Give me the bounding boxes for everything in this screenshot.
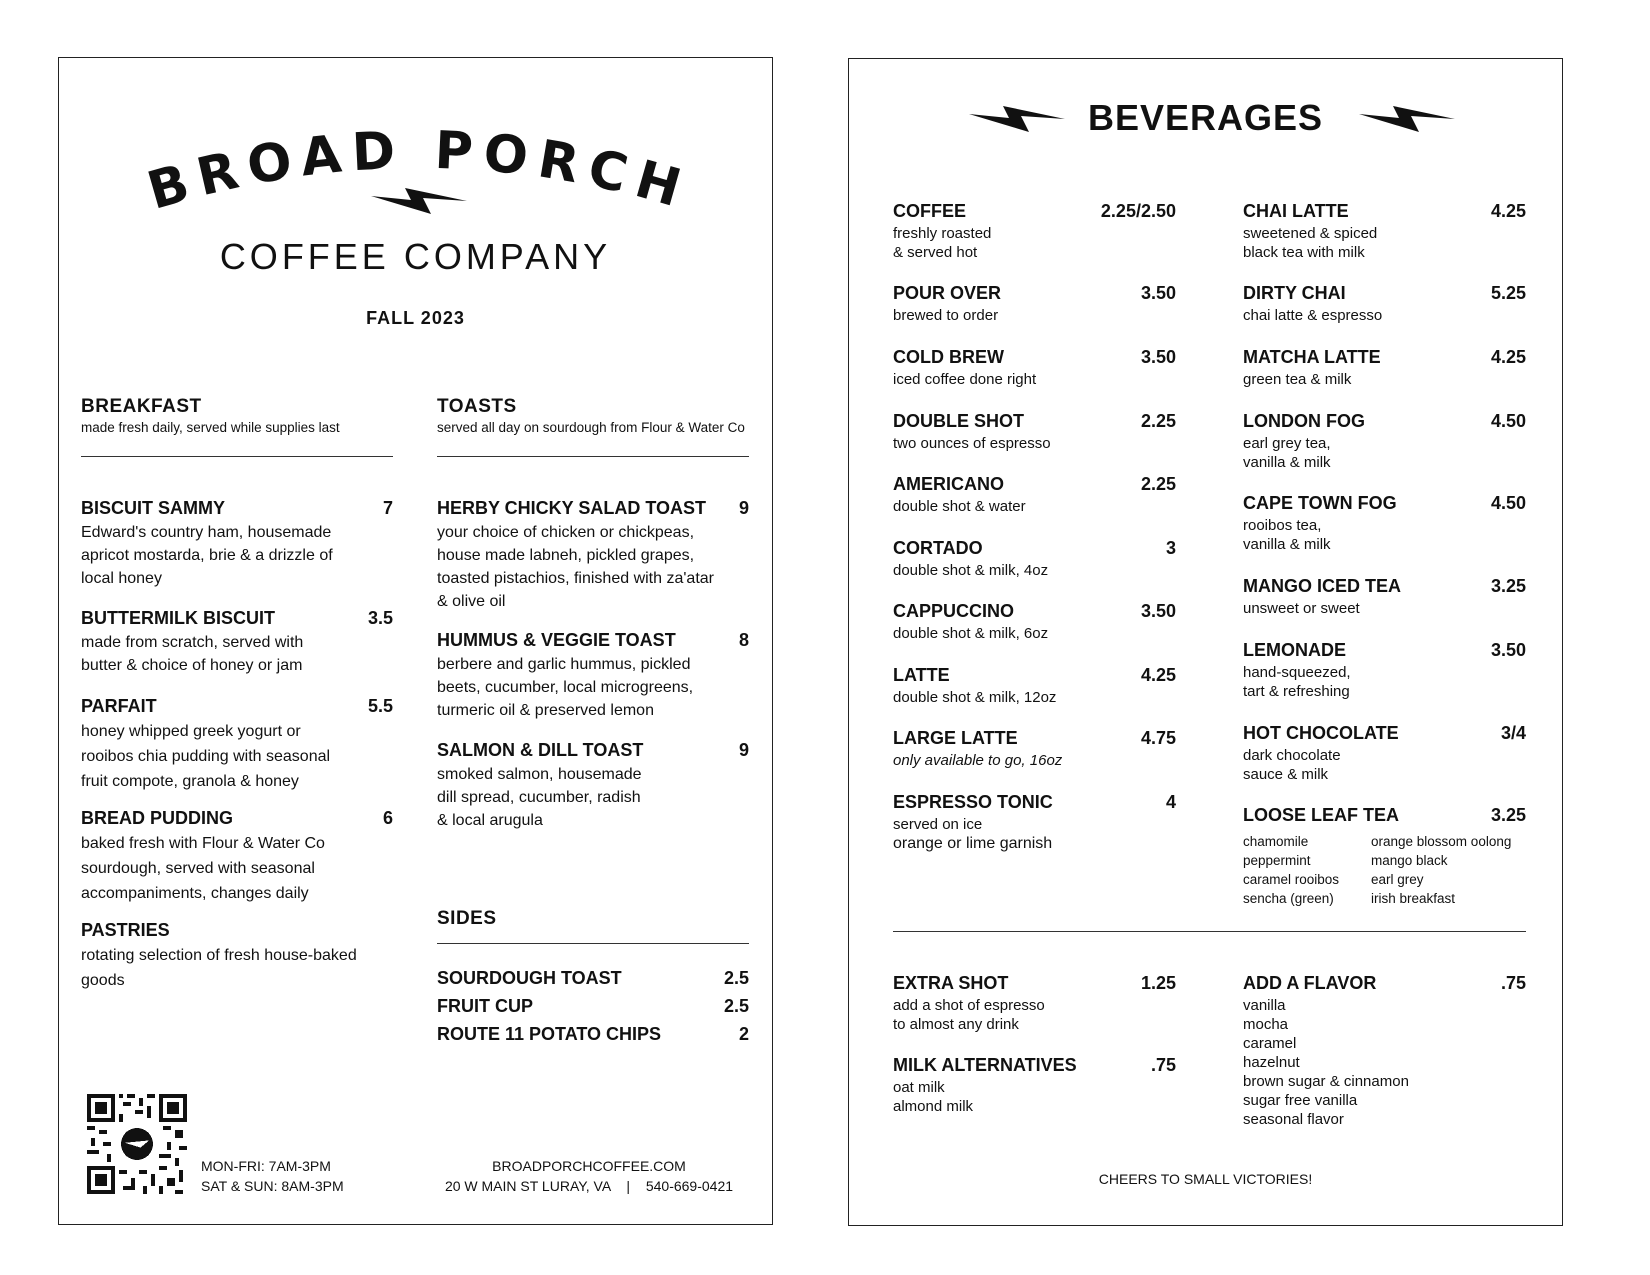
item-price: 5.5 [367,696,393,716]
item-name: PASTRIES [81,920,170,940]
menu-item [893,973,1176,1034]
cheers-tagline: CHEERS TO SMALL VICTORIES! [1098,1171,1313,1187]
item-desc-line: smoked salmon, housemade [437,766,642,783]
beverage-menu-panel [848,58,1563,1226]
item-price: 1.25 [1140,973,1176,993]
menu-item [893,1055,1176,1116]
tea-option: mango black [1371,853,1448,868]
item-desc-line: sauce & milk [1243,766,1329,783]
item-desc-line: your choice of chicken or chickpeas, [437,524,695,541]
item-desc-line: dark chocolate [1243,747,1341,764]
item-desc-line: apricot mostarda, brie & a drizzle of [81,547,333,564]
menu-item [81,808,393,906]
item-desc-line: baked fresh with Flour & Water Co [81,835,325,852]
item-name: CORTADO [893,538,983,558]
item-price: .75 [1150,1055,1176,1075]
item-desc-line: served on ice [893,816,983,833]
menu-item [1243,805,1526,908]
item-desc-line: caramel [1243,1035,1297,1052]
side-item [437,996,749,1017]
item-name: POUR OVER [893,283,1002,303]
item-desc-line: orange or lime garnish [893,835,1053,852]
menu-item [893,538,1176,580]
addons-divider [893,931,1526,932]
company-name: COFFEE COMPANY [219,236,612,277]
menu-item [893,792,1176,853]
item-desc-line: black tea with milk [1243,244,1365,261]
item-desc-line: double shot & milk, 12oz [893,689,1057,706]
item-price: 4.50 [1490,493,1526,513]
item-name: AMERICANO [893,474,1004,494]
item-desc-line: brown sugar & cinnamon [1243,1073,1409,1090]
sides-divider [437,943,749,944]
item-desc-line: rotating selection of fresh house-baked [81,947,357,964]
item-name: EXTRA SHOT [893,973,1009,993]
brand-name: BROAD PORCH [141,120,697,218]
item-name: DOUBLE SHOT [893,411,1025,431]
item-price: 3.50 [1140,601,1176,621]
item-name: ADD A FLAVOR [1243,973,1377,993]
item-price: 4.25 [1490,201,1526,221]
item-desc-line: mocha [1243,1016,1289,1033]
tea-option: caramel rooibos [1243,872,1340,887]
opening-hours [201,1156,344,1196]
item-name: LEMONADE [1243,640,1346,660]
menu-item [893,347,1176,389]
menu-item [893,411,1176,453]
tea-option: irish breakfast [1371,891,1456,906]
item-desc-line: butter & choice of honey or jam [81,657,303,674]
menu-item [437,630,749,722]
item-desc-line: vanilla [1243,997,1286,1014]
item-name: HUMMUS & VEGGIE TOAST [437,630,676,650]
item-price: 4.25 [1140,665,1176,685]
item-price: 3 [1165,538,1176,558]
tea-option: sencha (green) [1243,891,1334,906]
item-desc-line: sweetened & spiced [1243,225,1378,242]
menu-item [893,474,1176,516]
menu-item [437,740,749,832]
tea-list [1243,832,1526,908]
item-desc-line: tart & refreshing [1243,683,1350,700]
menu-item [1243,576,1526,618]
item-desc-line: goods [81,972,125,989]
hours-weekend: SAT & SUN: 8AM-3PM [201,1178,344,1194]
item-desc-line: earl grey tea, [1243,435,1331,452]
item-price: 4.75 [1140,728,1176,748]
item-price: 3/4 [1500,723,1526,743]
item-price: 2.5 [723,968,749,988]
item-desc-line: green tea & milk [1243,371,1352,388]
item-name: CAPPUCCINO [893,601,1015,621]
sides-title: SIDES [437,908,497,929]
item-name: HERBY CHICKY SALAD TOAST [437,498,707,518]
item-price: 3.50 [1140,283,1176,303]
menu-item [81,920,393,993]
item-desc-line: rooibos tea, [1243,517,1322,534]
item-price: 7 [382,498,393,518]
item-desc-line: beets, cucumber, local microgreens, [437,679,694,696]
item-desc-line: vanilla & milk [1243,454,1331,471]
item-name: LONDON FOG [1243,411,1365,431]
item-desc-line: unsweet or sweet [1243,600,1360,617]
item-desc-line: oat milk [893,1079,945,1096]
menu-item [1243,973,1526,1129]
menu-item [81,696,393,794]
item-name: CAPE TOWN FOG [1243,493,1397,513]
item-name: MILK ALTERNATIVES [893,1055,1077,1075]
item-desc-line: & local arugula [437,812,543,829]
menu-item [893,283,1176,325]
item-desc-line: two ounces of espresso [893,435,1051,452]
item-desc-line: made from scratch, served with [81,634,304,651]
item-price: 2.25 [1140,474,1176,494]
item-name: MANGO ICED TEA [1243,576,1402,596]
item-desc-line: vanilla & milk [1243,536,1331,553]
toasts-title: TOASTS [437,396,517,417]
menu-item [1243,640,1526,701]
item-name: FRUIT CUP [437,996,533,1016]
item-name: COLD BREW [893,347,1004,367]
lightning-bolt-icon [1359,104,1455,134]
item-price: 2 [738,1024,749,1044]
item-desc-line: almond milk [893,1098,974,1115]
item-price: .75 [1500,973,1526,993]
website-link[interactable]: BROADPORCHCOFFEE.COM [492,1158,686,1174]
item-desc-line: sugar free vanilla [1243,1092,1358,1109]
item-desc-line: chai latte & espresso [1243,307,1383,324]
tea-option: earl grey [1371,872,1424,887]
item-price: 4.25 [1490,347,1526,367]
beverages-title: BEVERAGES [1087,97,1324,138]
menu-item [893,601,1176,643]
item-name: SOURDOUGH TOAST [437,968,622,988]
phone-number[interactable]: 540-669-0421 [645,1178,734,1194]
item-price: 3.25 [1490,576,1526,596]
item-name: DIRTY CHAI [1243,283,1346,303]
separator: | [626,1178,630,1194]
item-desc-line: hazelnut [1243,1054,1300,1071]
qr-code-icon[interactable] [87,1094,187,1194]
contact-info [419,1156,759,1196]
item-desc-line: seasonal flavor [1243,1111,1344,1128]
item-price: 3.25 [1490,805,1526,825]
address: 20 W MAIN ST LURAY, VA [444,1178,611,1194]
item-price: 4 [1165,792,1176,812]
item-price: 6 [382,808,393,828]
item-price: 3.50 [1490,640,1526,660]
item-name: COFFEE [893,201,967,221]
menu-item [893,201,1176,262]
season-label: FALL 2023 [366,308,465,328]
side-item [437,968,749,989]
menu-item [1243,283,1526,325]
item-desc-line: toasted pistachios, finished with za'atar [437,570,714,587]
item-price: 2.25 [1140,411,1176,431]
item-desc-line: & served hot [893,244,978,261]
menu-item [81,608,393,677]
menu-item [1243,411,1526,472]
item-name: BUTTERMILK BISCUIT [81,608,275,628]
menu-item [893,728,1176,770]
item-desc-line: freshly roasted [893,225,992,242]
item-price: 2.5 [723,996,749,1016]
food-menu-panel [58,57,773,1225]
item-desc-line: & olive oil [437,593,506,610]
item-name: LOOSE LEAF TEA [1243,805,1400,825]
item-name: SALMON & DILL TOAST [437,740,644,760]
item-desc-line: double shot & water [893,498,1026,515]
menu-item [1243,723,1526,784]
item-desc-line: local honey [81,570,162,587]
address-line [419,1176,759,1196]
item-desc-line: honey whipped greek yogurt or [81,723,301,740]
menu-item [1243,493,1526,554]
lightning-bolt-icon [371,186,467,216]
item-price: 2.25/2.50 [1100,201,1176,221]
item-desc-line: sourdough, served with seasonal [81,860,315,877]
hours-weekday: MON-FRI: 7AM-3PM [201,1158,331,1174]
item-desc-line: to almost any drink [893,1016,1019,1033]
tea-option: peppermint [1243,853,1311,868]
item-name: LARGE LATTE [893,728,1018,748]
item-name: BREAD PUDDING [81,808,234,828]
item-desc-line: house made labneh, pickled grapes, [437,547,695,564]
item-desc-line: add a shot of espresso [893,997,1045,1014]
item-desc-line: hand-squeezed, [1243,664,1351,681]
item-desc-line: turmeric oil & preserved lemon [437,702,654,719]
tea-option: orange blossom oolong [1371,834,1512,849]
menu-item [437,498,749,613]
side-item [437,1024,749,1045]
item-desc-line: double shot & milk, 6oz [893,625,1049,642]
item-name: LATTE [893,665,950,685]
item-desc-line: dill spread, cucumber, radish [437,789,641,806]
item-price: 3.50 [1140,347,1176,367]
item-desc-line: double shot & milk, 4oz [893,562,1049,579]
item-desc-line: berbere and garlic hummus, pickled [437,656,691,673]
item-price: 3.5 [367,608,393,628]
item-name: PARFAIT [81,696,157,716]
item-desc-line: accompaniments, changes daily [81,885,309,902]
item-price: 9 [738,498,749,518]
breakfast-title: BREAKFAST [81,396,202,417]
item-desc-line: brewed to order [893,307,999,324]
item-price: 5.25 [1490,283,1526,303]
item-name: BISCUIT SAMMY [81,498,225,518]
breakfast-divider [81,456,393,457]
item-desc-line: fruit compote, granola & honey [81,773,299,790]
tea-option: chamomile [1243,834,1309,849]
menu-item [1243,347,1526,389]
item-price: 8 [738,630,749,650]
item-desc-line: rooibos chia pudding with seasonal [81,748,331,765]
item-desc-line: only available to go, 16oz [893,752,1063,769]
item-name: CHAI LATTE [1243,201,1349,221]
item-price: 9 [738,740,749,760]
item-name: HOT CHOCOLATE [1243,723,1399,743]
item-desc-line: Edward's country ham, housemade [81,524,332,541]
item-name: ROUTE 11 POTATO CHIPS [437,1024,662,1044]
toasts-subtitle: served all day on sourdough from Flour & Water Co [437,420,745,435]
item-desc-line: iced coffee done right [893,371,1037,388]
item-name: MATCHA LATTE [1243,347,1381,367]
menu-item [81,498,393,590]
item-name: ESPRESSO TONIC [893,792,1053,812]
item-price: 4.50 [1490,411,1526,431]
breakfast-subtitle: made fresh daily, served while supplies last [81,420,340,435]
toasts-divider [437,456,749,457]
menu-item [1243,201,1526,262]
menu-item [893,665,1176,707]
